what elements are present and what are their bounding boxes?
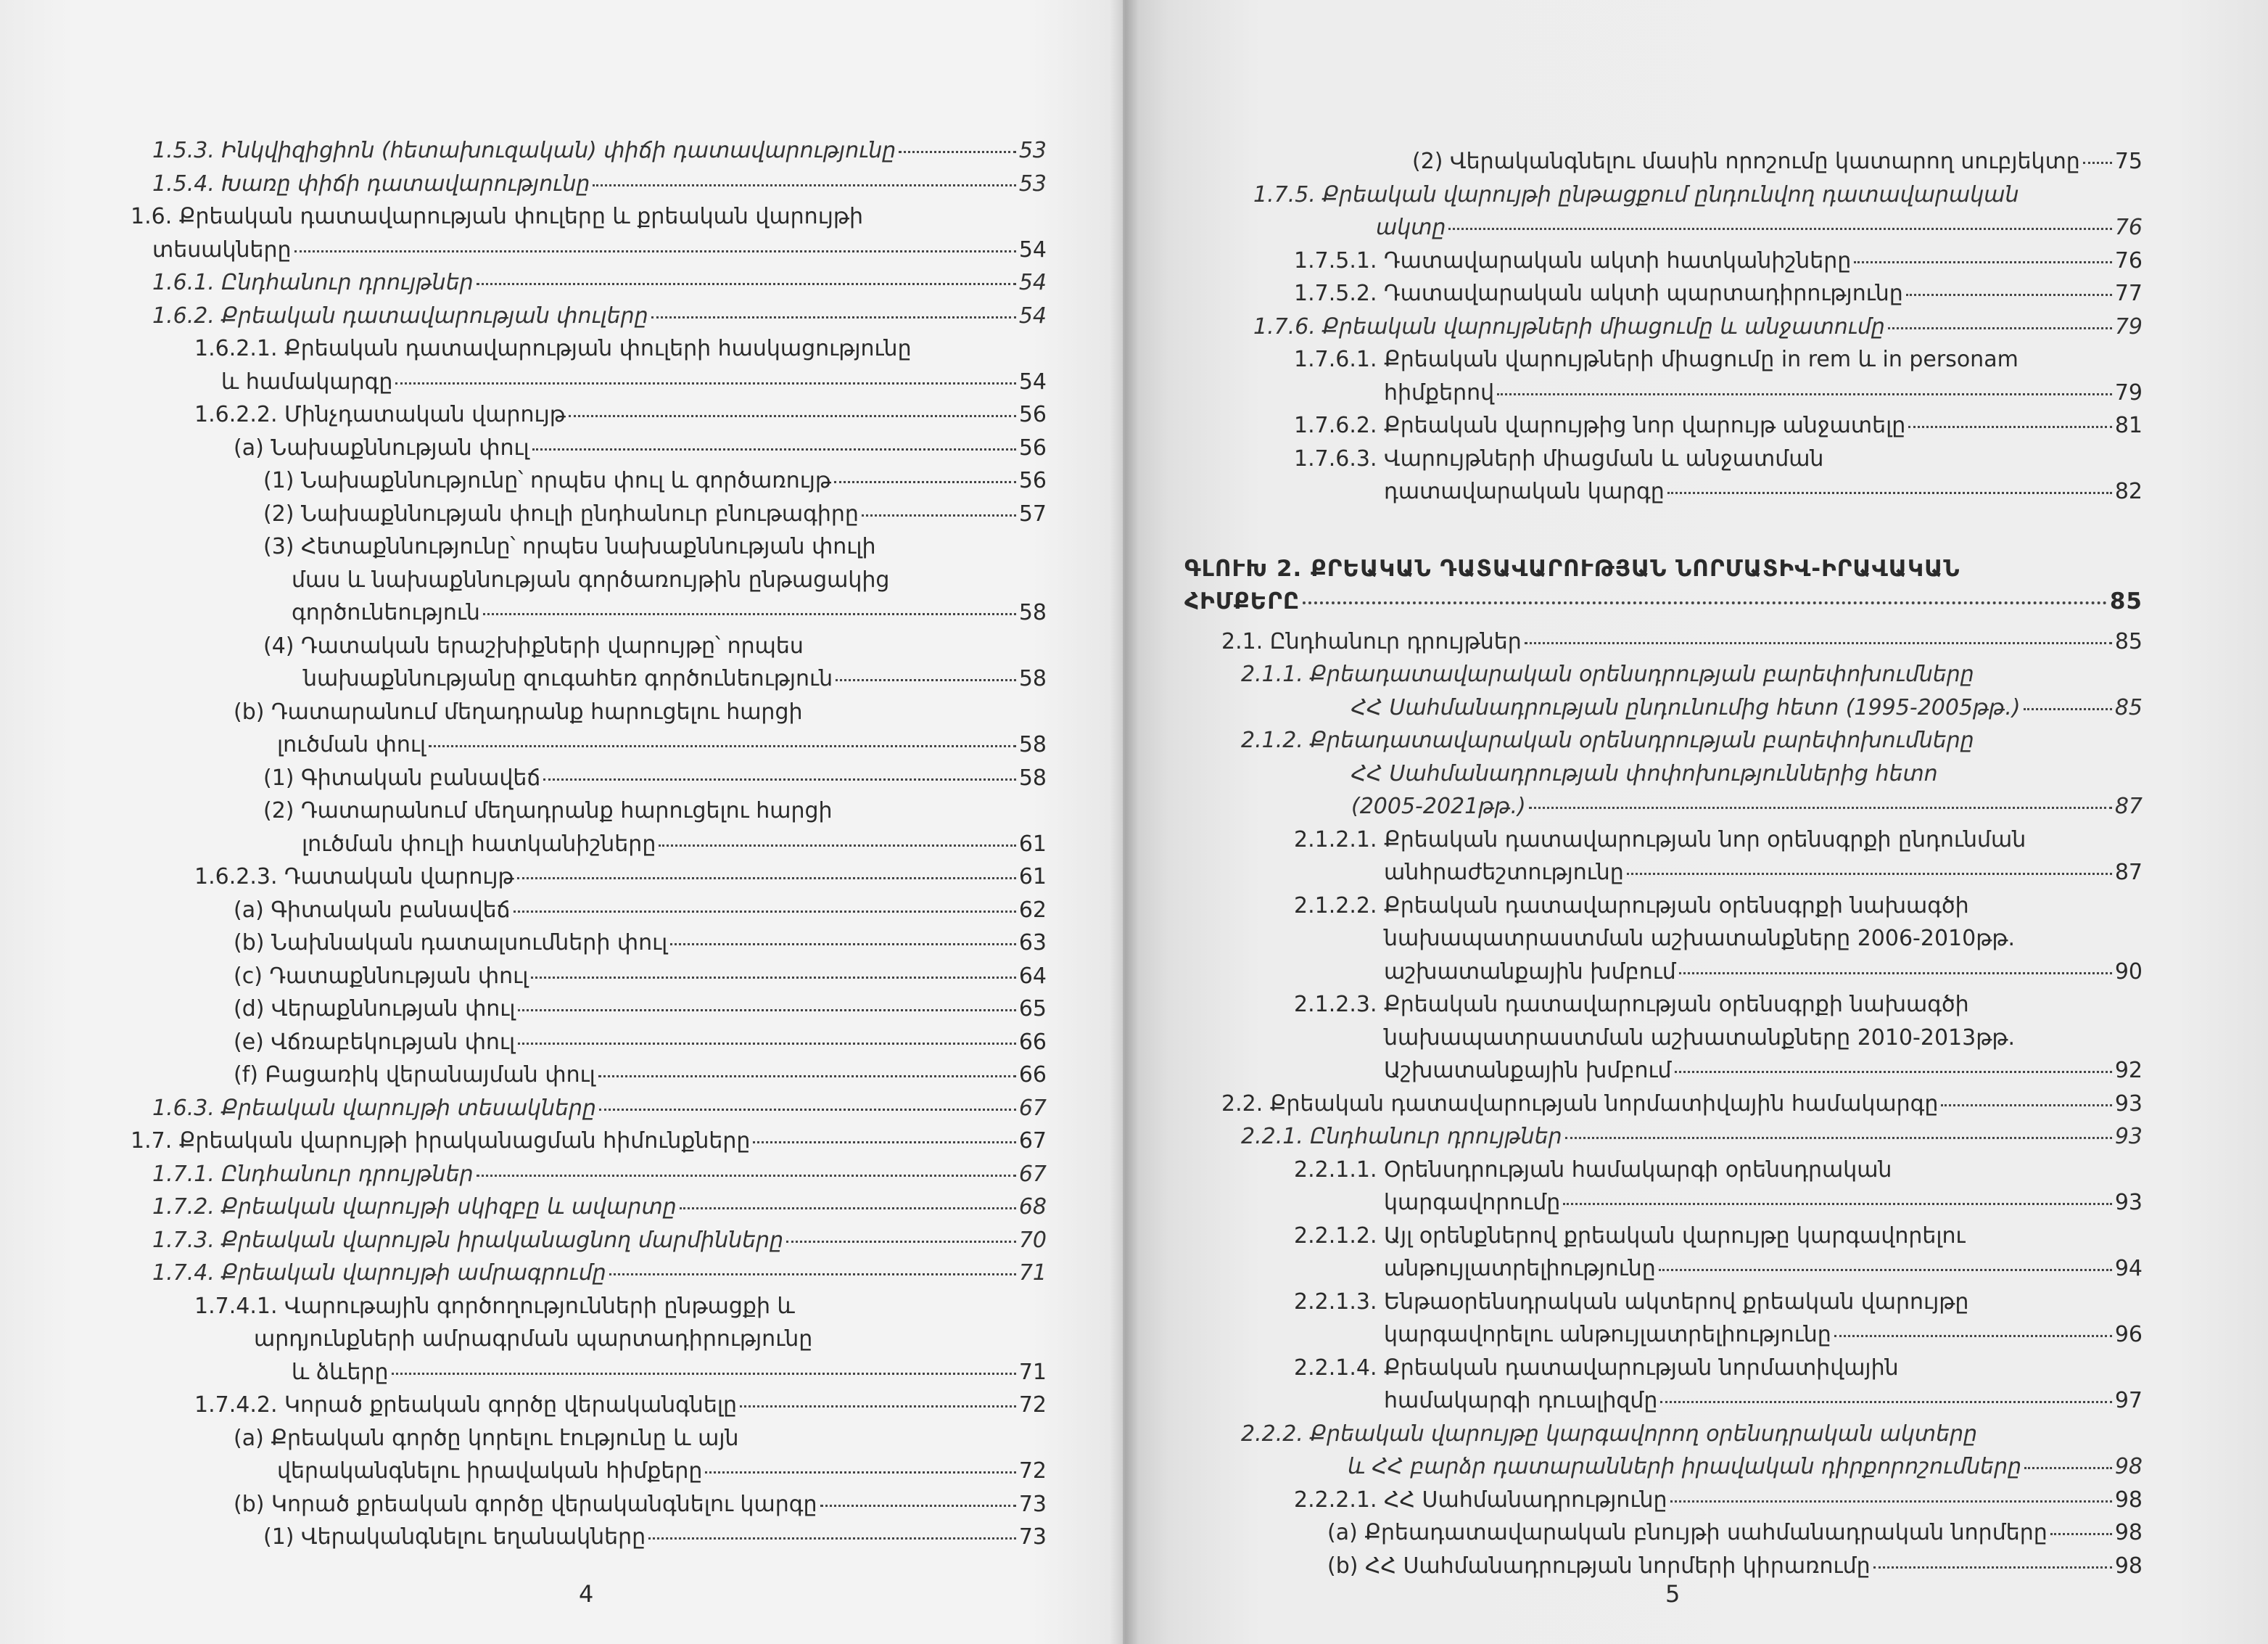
toc-entry-title: 1.7.4.2. Կորած քրեական գործը վերականգնելը [194,1392,737,1418]
toc-entry-page: 87 [2114,860,2143,885]
toc-entry [254,1323,812,1355]
toc-entry [1221,1088,2143,1120]
toc-entry-page: 90 [2114,958,2143,985]
dot-leader [569,415,1016,417]
toc-entry [1241,1121,2143,1153]
toc-entry-page: 79 [2114,313,2143,340]
toc-entry [194,1389,1047,1421]
dot-leader [1660,1401,2111,1403]
toc-entry-title: 2.2. Քրեական դատավարության նորմատիվային համակարգը [1221,1090,1939,1117]
toc-entry [1294,278,2143,310]
toc-entry [234,432,1047,464]
toc-entry [1241,725,1974,757]
toc-entry-page: 72 [1018,1458,1047,1484]
toc-entry-title: ՀԻՄՔԵՐԸ [1184,588,1300,615]
toc-entry [152,300,1047,332]
toc-entry-title: 1.7. Քրեական վարույթի իրականացման հիմունքները [131,1128,751,1154]
toc-entry-title: արդյունքների ամրագրման պարտադիրությունը [254,1326,813,1352]
toc-entry-page: 66 [1018,1062,1047,1088]
dot-leader [659,844,1015,847]
dot-leader [651,316,1016,318]
toc-entry-title: (2) Վերականգնելու մասին որոշումը կատարող սուբյեկտը [1412,149,2080,174]
toc-entry-page: 53 [1018,170,1047,197]
dot-leader [294,250,1016,252]
toc-entry-page: 73 [1018,1491,1047,1517]
toc-entry-title: անհրաժեշտությունը [1384,860,1624,885]
toc-entry [1253,179,2018,211]
book-spine-shadow [1110,0,1139,1644]
toc-entry-page: 71 [1018,1359,1047,1385]
toc-entry-title: 1.7.5.1. Դատավարական ակտի հատկանիշները [1294,247,1852,274]
toc-entry-title: 1.7.6. Քրեական վարույթների միացումը և անջատումը [1253,313,1885,340]
toc-entry-title: ակտը [1376,215,1446,240]
toc-entry [1384,377,2143,409]
toc-entry [234,993,1047,1025]
dot-leader [1667,492,2112,494]
toc-entry [152,234,1047,266]
toc-entry-title: 1.7.4. Քրեական վարույթի ամրագրումը [152,1260,606,1286]
toc-entry-page: 57 [1018,501,1047,527]
dot-leader [1659,1269,2112,1271]
toc-entry [234,1423,739,1455]
toc-entry-title: համակարգի դուալիզմը [1384,1388,1658,1413]
toc-entry [292,597,1047,629]
dot-leader [517,877,1016,879]
toc-entry-page: 58 [1018,765,1047,791]
dot-leader [680,1207,1016,1209]
toc-entry [234,961,1047,992]
toc-entry-page: 76 [2114,247,2143,274]
toc-entry [234,1489,1047,1521]
toc-entry-title: 1.7.6.1. Քրեական վարույթների միացումը in rem և in personam [1294,347,2018,372]
toc-entry-title: 2.1.2.2. Քրեական դատավարության օրենսգրքի նախագծի [1294,892,1969,918]
toc-entry-title: (a) Քրեադատավարական բնույթի սահմանադրական նորմերը [1327,1520,2048,1545]
toc-entry [234,895,1047,926]
toc-entry-title: 2.1.1. Քրեադատավարական օրենսդրության բարեփոխումները [1241,662,1974,687]
dot-leader [429,745,1016,747]
toc-entry-page: 58 [1018,732,1047,757]
dot-leader [593,184,1015,186]
toc-entry [152,1257,1047,1289]
toc-entry [1384,923,2015,955]
toc-entry-title: վերականգնելու իրավական հիմքերը [277,1458,703,1484]
toc-entry-page: 73 [1018,1524,1047,1550]
toc-entry [152,1093,1047,1125]
toc-entry [1384,857,2143,889]
dot-leader [705,1471,1015,1474]
dot-leader [740,1405,1016,1407]
dot-leader [599,1109,1016,1111]
toc-entry-title: 1.7.5.2. Դատավարական ակտի պարտադիրությունը [1294,281,1903,306]
toc-entry-title: 1.6.2. Քրեական դատավարության փուլերը [152,303,648,329]
toc-entry-title: (3) Հետաքննությունը՝ որպես նախաքննության փուլի [263,534,876,559]
toc-entry-title: (b) Կորած քրեական գործը վերականգնելու կարգը [234,1491,817,1517]
toc-entry [263,763,1047,794]
toc-entry-title: 1.5.4. Խառը փիճի դատավարությունը [152,170,590,197]
toc-entry-title: նախաքննությանը զուգահեռ գործունեություն [303,666,833,691]
toc-entry [194,861,1047,893]
dot-leader [1627,873,2112,875]
toc-entry-title: 2.2.1.1. Օրենսդրության համակարգի օրենսդրական [1294,1156,1892,1183]
dot-leader [477,283,1016,285]
toc-entry-title: կարգավորելու անթույլատրելիությունը [1384,1322,1831,1347]
toc-entry-page: 66 [1018,1029,1047,1055]
toc-entry [131,201,863,233]
toc-entry [1184,585,2143,617]
toc-entry [1184,553,1960,585]
toc-entry [1294,443,1823,475]
toc-left [0,0,1123,1644]
dot-leader [862,514,1016,517]
toc-entry-title: 1.7.6.2. Քրեական վարույթից նոր վարույթ անջատելը [1294,413,1906,438]
toc-entry [234,696,802,728]
dot-leader [2024,1467,2112,1469]
toc-entry [1294,245,2143,277]
dot-leader [670,943,1016,945]
toc-entry-title: (d) Վերաքննության փուլ [234,996,516,1022]
toc-entry [1327,1517,2143,1549]
toc-entry [1294,824,2026,856]
dot-leader [1854,261,2112,263]
toc-entry [1384,1055,2143,1087]
toc-entry [1221,626,2143,658]
toc-entry [1241,1418,1977,1450]
toc-entry-title: և ձևերը [292,1359,389,1385]
toc-entry-page: 56 [1018,402,1047,427]
toc-entry-title: 1.6. Քրեական դատավարության փուլերը և քրեական վարույթի [131,204,864,229]
toc-entry-title: ՀՀ Սահմանադրության փոփոխություններից հետո [1351,760,1938,786]
toc-entry [1384,956,2143,988]
toc-entry-page: 93 [2114,1090,2143,1117]
toc-entry-title: (a) Գիտական բանավեճ [234,897,511,923]
toc-entry [152,267,1047,299]
toc-entry [1294,890,1969,922]
toc-entry [1327,1550,2143,1582]
dot-leader [392,1373,1016,1375]
dot-leader [1303,601,2107,604]
left-page [0,0,1123,1644]
toc-entry-title: 1.6.2.1. Քրեական դատավարության փուլերի հասկացությունը [194,336,912,361]
toc-entry-page: 63 [1018,930,1047,955]
toc-entry-title: 1.7.3. Քրեական վարույթն իրականացնող մարմինները [152,1227,784,1253]
toc-entry-title: 2.1.2. Քրեադատավարական օրենսդրության բարեփոխումները [1241,728,1974,753]
toc-entry [263,465,1047,497]
toc-entry-title: լուծման փուլի հատկանիշները [302,831,656,857]
right-page [1123,0,2268,1644]
dot-leader [1675,1071,2112,1073]
dot-leader [609,1273,1016,1275]
toc-entry-title: 2.2.1.4. Քրեական դատավարության նորմատիվային [1294,1355,1899,1381]
toc-entry-title: մաս և նախաքննության գործառույթին ընթացակից [292,567,890,593]
toc-entry [152,135,1047,167]
toc-entry-title: (4) Դատական երաշխիքների վարույթը՝ որպես [263,633,804,659]
toc-entry-title: (1) Նախաքննությունը՝ որպես փուլ և գործառույթ [263,468,832,493]
dot-leader [483,613,1016,615]
toc-entry [1351,791,2143,823]
toc-entry [1294,410,2143,442]
dot-leader [1565,1137,2112,1139]
toc-entry-title: լուծման փուլ [277,732,426,757]
dot-leader [648,1537,1016,1540]
toc-entry-page: 85 [2114,694,2143,720]
toc-entry [152,168,1047,200]
dot-leader [1906,294,2112,296]
toc-entry-page: 70 [1018,1227,1047,1253]
toc-entry-title: 1.7.4.1. Վարութային գործողությունների ընթացքի և [194,1293,795,1319]
toc-entry [1384,1385,2143,1417]
toc-entry [194,399,1047,431]
toc-entry-page: 71 [1018,1260,1047,1286]
dot-leader [532,448,1016,451]
toc-entry [292,564,889,596]
toc-entry-title: 1.7.2. Քրեական վարույթի սկիզբը և ավարտը [152,1194,677,1220]
toc-entry-page: 98 [2114,1454,2143,1479]
toc-entry [1384,1187,2143,1219]
toc-entry-page: 85 [2114,628,2143,654]
toc-entry-title: կարգավորումը [1384,1190,1561,1215]
dot-leader [1497,393,2112,395]
toc-entry [1351,758,1938,790]
toc-entry [292,1357,1047,1389]
dot-leader [514,911,1016,913]
toc-entry [1351,692,2143,724]
dot-leader [899,151,1016,153]
toc-entry-title: 2.2.2.1. ՀՀ Սահմանադրությունը [1294,1487,1667,1513]
toc-entry-title: 1.7.5. Քրեական վարույթի ընթացքում ընդունվող դատավարական [1253,181,2019,207]
toc-entry [263,795,833,827]
dot-leader [836,679,1016,681]
dot-leader [531,977,1015,979]
toc-entry-title: ԳԼՈՒԽ 2. ՔՐԵԱԿԱՆ ԴԱՏԱՎԱՐՈՒԹՅԱՆ ՆՈՐՄԱՏԻՎ-ԻՐԱՎԱԿԱՆ [1184,555,1960,582]
toc-entry-page: 53 [1018,138,1047,163]
toc-entry [1384,1319,2143,1351]
toc-entry-page: 65 [1018,996,1047,1022]
dot-leader [518,1009,1015,1011]
toc-entry-title: (e) Վճռաբեկության փուլ [234,1029,516,1055]
toc-entry-title: 1.6.3. Քրեական վարույթի տեսակները [152,1095,597,1121]
toc-entry-title: 2.2.1. Ընդհանուր դրույթներ [1241,1124,1562,1149]
toc-entry-page: 75 [2114,149,2143,174]
toc-entry-title: և ՀՀ բարձր դատարանների իրավական դիրքորոշումները [1348,1454,2022,1479]
toc-entry-page: 85 [2109,588,2143,615]
toc-entry [263,531,875,563]
dot-leader [753,1141,1015,1143]
toc-entry-page: 56 [1018,468,1047,493]
toc-entry [152,1191,1047,1223]
toc-entry [1294,1484,2143,1516]
dot-leader [1529,807,2112,809]
toc-entry-title: 1.7.6.3. Վարույթների միացման և անջատման [1294,445,1824,472]
toc-entry [1253,311,2143,343]
dot-leader [1563,1203,2111,1205]
toc-entry-title: 1.5.3. Ինկվիզիցիոն (հետախուզական) փիճի դատավարությունը [152,138,896,163]
toc-entry-title: (2005-2021թթ.) [1351,794,1526,819]
toc-entry-page: 94 [2114,1256,2143,1281]
toc-entry [152,1159,1047,1191]
toc-entry [194,1291,795,1323]
toc-entry [152,1225,1047,1257]
toc-entry-page: 54 [1018,303,1047,329]
toc-entry-title: անթույլատրելիությունը [1384,1256,1656,1281]
toc-entry-title: գործունեություն [292,600,480,625]
toc-entry [303,663,1047,695]
toc-entry [1384,476,2143,508]
toc-entry [1384,1253,2143,1285]
toc-entry [221,366,1047,398]
dot-leader [2083,162,2112,164]
toc-entry-page: 93 [2114,1190,2143,1215]
toc-entry-page: 54 [1018,270,1047,295]
toc-entry-page: 58 [1018,666,1047,691]
dot-leader [820,1505,1016,1507]
toc-entry-title: 1.6.1. Ընդհանուր դրույթներ [152,270,474,295]
toc-entry-title: ՀՀ Սահմանադրության ընդունումից հետո (1995-2005թթ.) [1351,694,2021,720]
toc-entry-title: դատավարական կարգը [1384,479,1665,504]
toc-entry [234,1027,1047,1059]
toc-entry-title: 1.6.2.3. Դատական վարույթ [194,864,514,889]
toc-entry [131,1125,1047,1157]
toc-entry [1294,1220,1966,1252]
toc-entry-page: 87 [2114,794,2143,819]
toc-entry [1348,1451,2143,1483]
toc-entry-title: և համակարգը [221,369,393,395]
page-number-right: 5 [1665,1580,1681,1608]
dot-leader [477,1175,1016,1177]
toc-entry-page: 77 [2114,281,2143,306]
toc-entry [1294,344,2018,376]
toc-entry-title: (a) Նախաքննության փուլ [234,435,529,461]
toc-entry [277,1455,1047,1487]
toc-entry [1294,1154,1892,1186]
toc-entry-title: 2.2.2. Քրեական վարույթը կարգավորող օրենսդրական ակտերը [1241,1421,1978,1447]
toc-entry-title: 2.1. Ընդհանուր դրույթներ [1221,628,1522,654]
toc-entry-title: 2.1.2.1. Քրեական դատավարության նոր օրենսգրքի ընդունման [1294,826,2026,852]
dot-leader [395,382,1015,385]
toc-entry-title: տեսակները [152,237,292,263]
toc-entry-title: (c) Դատաքննության փուլ [234,963,529,989]
dot-leader [1941,1104,2111,1106]
dot-leader [834,481,1016,483]
toc-entry [1412,146,2143,178]
toc-entry-title: (b) Դատարանում մեղադրանք հարուցելու հարցի [234,699,803,725]
toc-entry-page: 64 [1018,963,1047,989]
toc-entry-title: նախապատրաստման աշխատանքները 2006-2010թթ. [1384,926,2016,951]
dot-leader [518,1043,1016,1045]
toc-entry-title: Աշխատանքային խմբում [1384,1058,1672,1083]
toc-entry-page: 58 [1018,600,1047,625]
toc-entry-page: 97 [2114,1388,2143,1413]
toc-entry-title: 2.1.2.3. Քրեական դատավարության օրենսգրքի նախագծի [1294,992,1969,1017]
toc-entry-title: (1) Վերականգնելու եղանակները [263,1524,646,1550]
dot-leader [1888,327,2112,329]
dot-leader [1670,1500,2112,1503]
toc-entry [1294,1352,1899,1384]
toc-entry-page: 72 [1018,1392,1047,1418]
dot-leader [2050,1533,2112,1535]
toc-entry-page: 67 [1018,1128,1047,1154]
dot-leader [1448,228,2111,230]
toc-entry-title: հիմքերով [1384,379,1495,406]
toc-entry [234,1059,1047,1091]
toc-entry-page: 98 [2114,1553,2143,1579]
toc-entry-page: 54 [1018,369,1047,395]
dot-leader [1908,426,2112,428]
toc-entry-title: 1.6.2.2. Մինչդատական վարույթ [194,402,566,427]
toc-entry-page: 76 [2114,215,2143,240]
toc-entry-page: 62 [1018,897,1047,923]
dot-leader [598,1075,1016,1077]
toc-entry [263,1521,1047,1553]
toc-entry-page: 96 [2114,1322,2143,1347]
dot-leader [1834,1335,2112,1337]
toc-entry [1376,212,2143,244]
page-number-left: 4 [579,1580,594,1608]
toc-entry-title: 1.7.1. Ընդհանուր դրույթներ [152,1161,474,1187]
toc-entry-title: (2) Դատարանում մեղադրանք հարուցելու հարցի [263,798,833,823]
toc-entry-page: 67 [1018,1095,1047,1121]
toc-entry-page: 98 [2114,1487,2143,1513]
dot-leader [543,778,1016,781]
toc-entry [194,333,912,365]
toc-right [1123,0,2268,1644]
toc-entry-page: 54 [1018,237,1047,263]
toc-entry [1294,1286,1968,1318]
toc-entry [1241,659,1974,691]
toc-entry [302,829,1047,860]
toc-entry-page: 92 [2114,1058,2143,1083]
toc-entry-title: (1) Գիտական բանավեճ [263,765,541,791]
toc-entry-title: (f) Բացառիկ վերանայման փուլ [234,1062,595,1088]
toc-entry-title: (a) Քրեական գործը կորելու էությունը և այն [234,1425,739,1451]
toc-entry [263,630,804,662]
toc-entry-title: (2) Նախաքննության փուլի ընդհանուր բնութագիրը [263,501,859,527]
toc-entry [1294,989,1969,1021]
toc-entry-title: 2.2.1.2. Այլ օրենքներով քրեական վարույթը կարգավորելու [1294,1222,1966,1249]
dot-leader [786,1241,1016,1243]
toc-entry-title: (b) ՀՀ Սահմանադրության նորմերի կիրառումը [1327,1553,1871,1579]
toc-entry-title: աշխատանքային խմբում [1384,958,1676,985]
toc-entry-title: նախապատրաստման աշխատանքները 2010-2013թթ. [1384,1024,2016,1051]
toc-entry-page: 67 [1018,1161,1047,1187]
toc-entry-page: 61 [1018,831,1047,857]
toc-entry-page: 93 [2114,1124,2143,1149]
toc-entry-page: 68 [1018,1194,1047,1220]
toc-entry-title: (b) Նախնական դատալսումների փուլ [234,930,668,955]
toc-entry [277,729,1047,761]
toc-entry-page: 98 [2114,1520,2143,1545]
dot-leader [1525,642,2112,644]
dot-leader [2024,708,2112,710]
toc-entry [1384,1022,2015,1054]
dot-leader [1679,972,2112,974]
toc-entry-page: 81 [2114,413,2143,438]
toc-entry [234,927,1047,959]
dot-leader [1873,1566,2112,1569]
toc-entry-page: 79 [2114,379,2143,406]
toc-entry-page: 61 [1018,864,1047,889]
toc-entry-page: 82 [2114,479,2143,504]
toc-entry-title: 2.2.1.3. Ենթաօրենսդրական ակտերով քրեական վարույթը [1294,1289,1969,1315]
toc-entry [263,498,1047,530]
toc-entry-page: 56 [1018,435,1047,461]
